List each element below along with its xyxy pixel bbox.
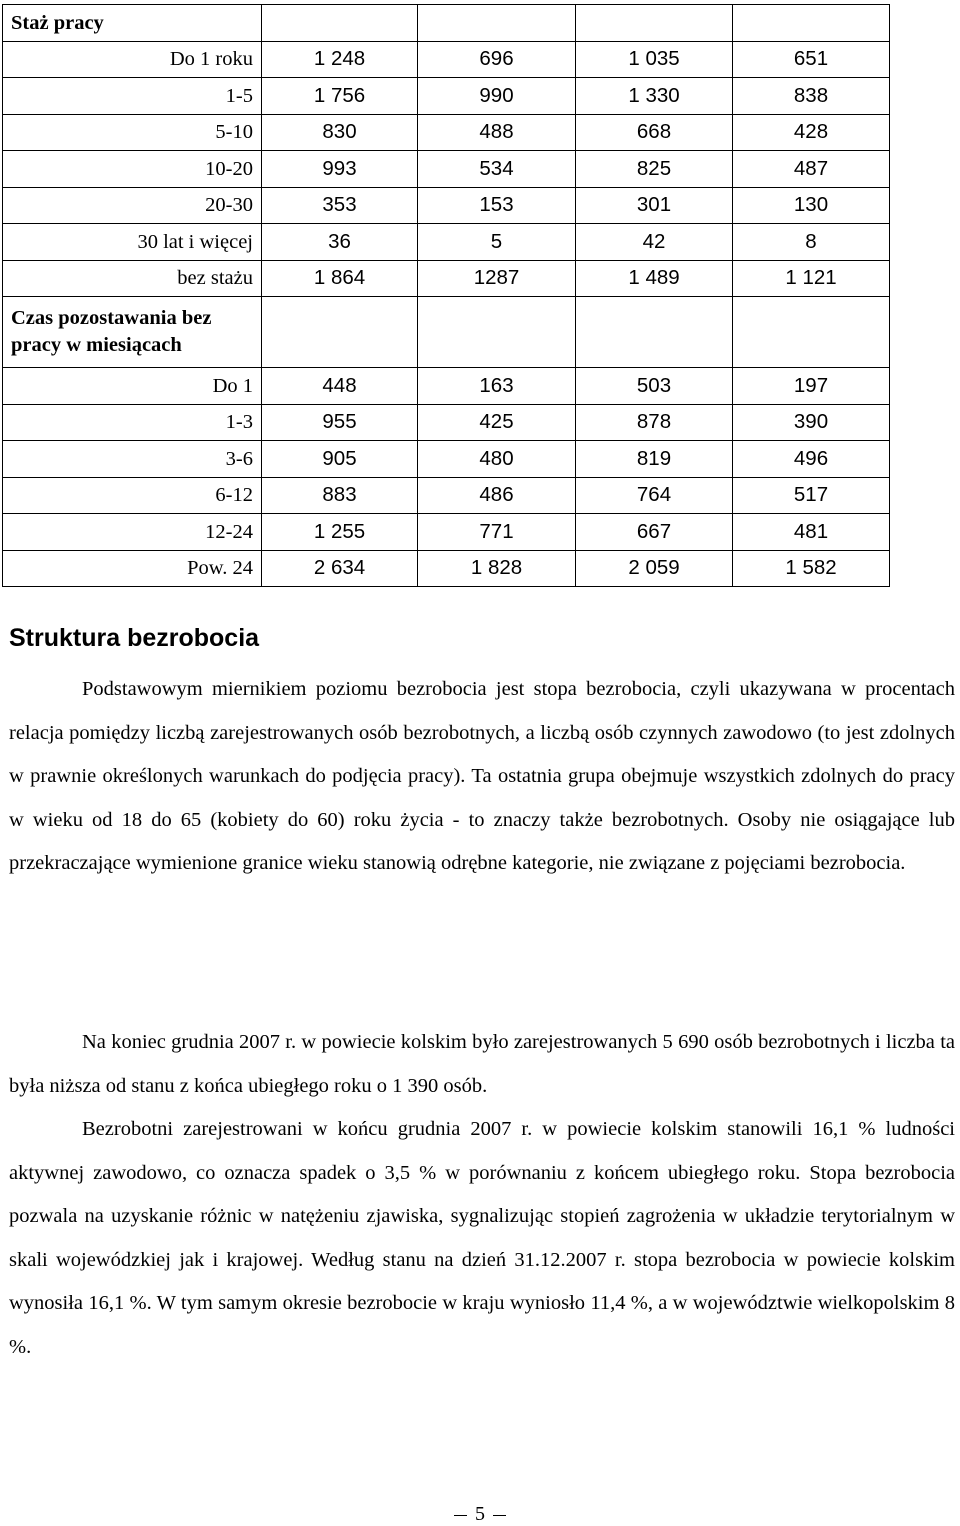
section-heading: Struktura bezrobocia — [9, 624, 260, 652]
table-row — [3, 260, 890, 297]
table-row — [3, 224, 890, 261]
table-row — [3, 550, 890, 587]
value-cell: 2 059 — [576, 550, 733, 587]
section-title-work-experience: Staż pracy — [3, 5, 262, 42]
footer-dash — [454, 1515, 467, 1516]
value-cell: 651 — [733, 41, 890, 78]
row-label: 3-6 — [3, 441, 262, 478]
value-cell: 2 634 — [262, 550, 418, 587]
value-cell: 838 — [733, 78, 890, 115]
table-row — [3, 514, 890, 551]
statistics-table-body — [3, 5, 890, 587]
row-label: bez stażu — [3, 260, 262, 297]
table-row — [3, 151, 890, 188]
empty-cell — [262, 5, 418, 42]
value-cell: 1 582 — [733, 550, 890, 587]
paragraph-registered-count: Na koniec grudnia 2007 r. w powiecie kolskim było zarejestrowanych 5 690 osób bezrobotnych i liczba ta była niższa od stanu z końca ubiegłego roku o 1 390 osób. — [9, 1031, 955, 1097]
row-label: Pow. 24 — [3, 550, 262, 587]
value-cell: 517 — [733, 477, 890, 514]
table-row — [3, 368, 890, 405]
row-label: 6-12 — [3, 477, 262, 514]
value-cell: 448 — [262, 368, 418, 405]
value-cell: 764 — [576, 477, 733, 514]
value-cell: 1 864 — [262, 260, 418, 297]
table-row — [3, 441, 890, 478]
table-row — [3, 41, 890, 78]
value-cell: 1 756 — [262, 78, 418, 115]
page-number: 5 — [475, 1503, 485, 1525]
value-cell: 487 — [733, 151, 890, 188]
value-cell: 42 — [576, 224, 733, 261]
table-row — [3, 78, 890, 115]
empty-cell — [418, 297, 576, 368]
value-cell: 696 — [418, 41, 576, 78]
empty-cell — [576, 5, 733, 42]
empty-cell — [733, 5, 890, 42]
value-cell: 1287 — [418, 260, 576, 297]
value-cell: 825 — [576, 151, 733, 188]
value-cell: 1 255 — [262, 514, 418, 551]
empty-cell — [576, 297, 733, 368]
value-cell: 130 — [733, 187, 890, 224]
row-label: 20-30 — [3, 187, 262, 224]
value-cell: 905 — [262, 441, 418, 478]
value-cell: 1 248 — [262, 41, 418, 78]
value-cell: 163 — [418, 368, 576, 405]
empty-cell — [418, 5, 576, 42]
value-cell: 8 — [733, 224, 890, 261]
value-cell: 990 — [418, 78, 576, 115]
value-cell: 496 — [733, 441, 890, 478]
value-cell: 1 828 — [418, 550, 576, 587]
value-cell: 771 — [418, 514, 576, 551]
value-cell: 1 035 — [576, 41, 733, 78]
row-label: 30 lat i więcej — [3, 224, 262, 261]
row-label: Do 1 — [3, 368, 262, 405]
row-label: Do 1 roku — [3, 41, 262, 78]
value-cell: 668 — [576, 114, 733, 151]
paragraph-unemployment-rate: Bezrobotni zarejestrowani w końcu grudnia 2007 r. w powiecie kolskim stanowili 16,1 % ludności aktywnej zawodowo, co oznacza spadek o 3,5 % w porównaniu z końcem ubiegłego roku. Stopa bezrobocia pozwala na uzyskanie różnic w natężeniu zjawiska, sygnalizując stopień zagrożenia w układzie terytorialnym w skali wojewódzkiej jak i krajowej. Według stanu na dzień 31.12.2007 r. stopa bezrobocia w powiecie kolskim wynosiła 16,1 %. W tym samym okresie bezrobocie w kraju wyniosło 11,4 %, a w województwie wielkopolskim 8 %. — [9, 1118, 955, 1358]
page-footer — [0, 1502, 960, 1526]
value-cell: 425 — [418, 404, 576, 441]
section-title-unemployment-duration: Czas pozostawania bez pracy w miesiącach — [3, 297, 262, 368]
row-label: 1-3 — [3, 404, 262, 441]
section-header-row — [3, 297, 890, 368]
value-cell: 353 — [262, 187, 418, 224]
value-cell: 480 — [418, 441, 576, 478]
row-label: 12-24 — [3, 514, 262, 551]
value-cell: 486 — [418, 477, 576, 514]
row-label: 10-20 — [3, 151, 262, 188]
value-cell: 534 — [418, 151, 576, 188]
empty-cell — [262, 297, 418, 368]
value-cell: 1 121 — [733, 260, 890, 297]
value-cell: 197 — [733, 368, 890, 405]
value-cell: 5 — [418, 224, 576, 261]
value-cell: 390 — [733, 404, 890, 441]
value-cell: 883 — [262, 477, 418, 514]
row-label: 1-5 — [3, 78, 262, 115]
value-cell: 955 — [262, 404, 418, 441]
empty-cell — [733, 297, 890, 368]
value-cell: 153 — [418, 187, 576, 224]
section-header-row — [3, 5, 890, 42]
value-cell: 830 — [262, 114, 418, 151]
value-cell: 36 — [262, 224, 418, 261]
table-row — [3, 114, 890, 151]
value-cell: 503 — [576, 368, 733, 405]
statistics-table — [2, 4, 890, 587]
value-cell: 667 — [576, 514, 733, 551]
table-row — [3, 477, 890, 514]
value-cell: 819 — [576, 441, 733, 478]
footer-dash — [493, 1515, 506, 1516]
value-cell: 488 — [418, 114, 576, 151]
value-cell: 428 — [733, 114, 890, 151]
value-cell: 1 489 — [576, 260, 733, 297]
value-cell: 993 — [262, 151, 418, 188]
value-cell: 878 — [576, 404, 733, 441]
row-label: 5-10 — [3, 114, 262, 151]
paragraph-definition: Podstawowym miernikiem poziomu bezrobocia jest stopa bezrobocia, czyli ukazywana w procentach relacja pomiędzy liczbą zarejestrowanych osób bezrobotnych, a liczbą osób czynnych zawodowo (to jest zdolnych w prawnie określonych warunkach do podjęcia pracy). Ta ostatnia grupa obejmuje wszystkich zdolnych do pracy w wieku od 18 do 65 (kobiety do 60) roku życia - to znaczy także bezrobotnych. Osoby nie osiągające lub przekraczające wymienione granice wieku stanowią odrębne kategorie, nie związane z pojęciami bezrobocia. — [9, 678, 955, 875]
value-cell: 301 — [576, 187, 733, 224]
table-row — [3, 187, 890, 224]
table-row — [3, 404, 890, 441]
value-cell: 1 330 — [576, 78, 733, 115]
value-cell: 481 — [733, 514, 890, 551]
